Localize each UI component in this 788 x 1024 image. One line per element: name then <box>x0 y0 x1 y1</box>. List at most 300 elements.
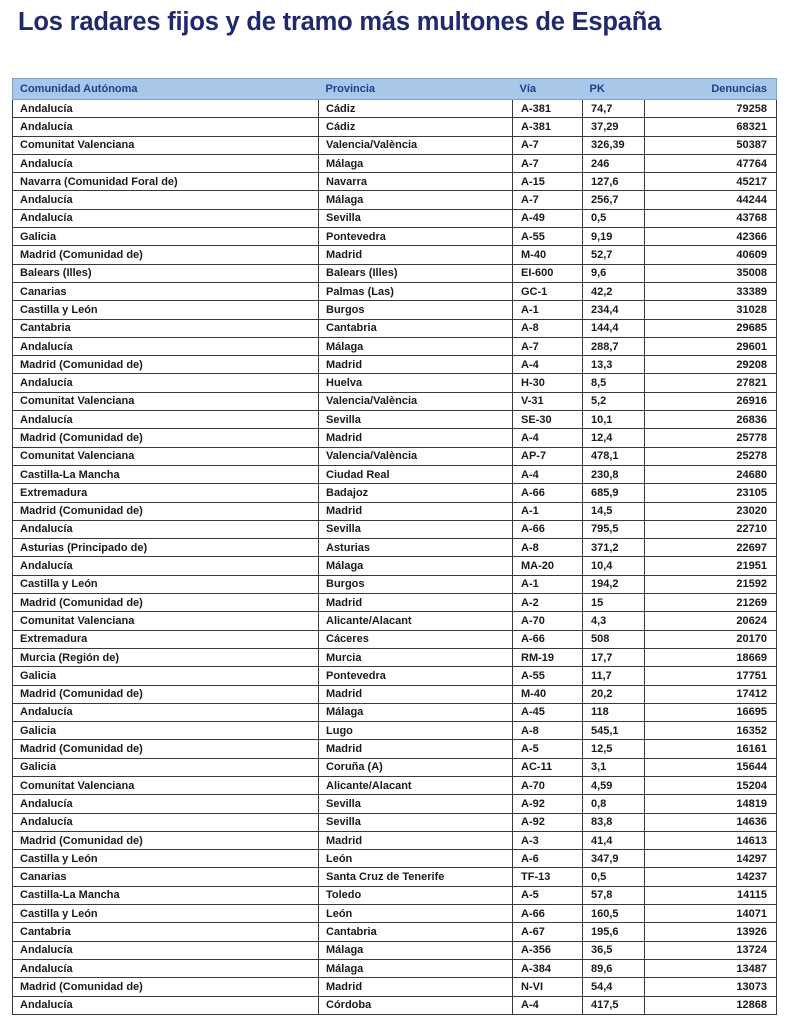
cell-provincia: León <box>319 905 513 923</box>
cell-via: AP-7 <box>513 447 583 465</box>
cell-via: A-6 <box>513 850 583 868</box>
cell-provincia: Sevilla <box>319 813 513 831</box>
cell-pk: 8,5 <box>583 374 645 392</box>
cell-comunidad: Navarra (Comunidad Foral de) <box>13 173 319 191</box>
cell-via: A-4 <box>513 996 583 1014</box>
cell-comunidad: Castilla y León <box>13 905 319 923</box>
cell-via: TF-13 <box>513 868 583 886</box>
cell-comunidad: Andalucía <box>13 557 319 575</box>
table-row <box>13 850 777 868</box>
table-row <box>13 337 777 355</box>
cell-denuncias: 21951 <box>645 557 777 575</box>
cell-comunidad: Canarias <box>13 868 319 886</box>
cell-denuncias: 50387 <box>645 136 777 154</box>
cell-provincia: Madrid <box>319 978 513 996</box>
cell-comunidad: Castilla y León <box>13 575 319 593</box>
table-row <box>13 228 777 246</box>
table-row <box>13 484 777 502</box>
cell-provincia: Madrid <box>319 502 513 520</box>
cell-pk: 256,7 <box>583 191 645 209</box>
cell-pk: 54,4 <box>583 978 645 996</box>
cell-denuncias: 42366 <box>645 228 777 246</box>
table-row <box>13 191 777 209</box>
cell-pk: 195,6 <box>583 923 645 941</box>
page-title: Los radares fijos y de tramo más multones de España <box>18 8 662 36</box>
table-row <box>13 374 777 392</box>
table-row <box>13 209 777 227</box>
cell-pk: 795,5 <box>583 520 645 538</box>
cell-denuncias: 16352 <box>645 722 777 740</box>
cell-via: A-70 <box>513 776 583 794</box>
cell-denuncias: 13487 <box>645 959 777 977</box>
cell-comunidad: Galicia <box>13 722 319 740</box>
cell-via: A-7 <box>513 337 583 355</box>
table-row <box>13 685 777 703</box>
cell-comunidad: Madrid (Comunidad de) <box>13 246 319 264</box>
cell-pk: 10,1 <box>583 411 645 429</box>
cell-via: A-7 <box>513 191 583 209</box>
table-row <box>13 776 777 794</box>
table-row <box>13 356 777 374</box>
cell-comunidad: Andalucía <box>13 154 319 172</box>
cell-comunidad: Andalucía <box>13 941 319 959</box>
cell-provincia: Madrid <box>319 685 513 703</box>
cell-provincia: Sevilla <box>319 209 513 227</box>
cell-provincia: Madrid <box>319 594 513 612</box>
cell-denuncias: 17751 <box>645 667 777 685</box>
table-row <box>13 539 777 557</box>
cell-provincia: Alicante/Alacant <box>319 612 513 630</box>
column-header-via: Vía <box>513 79 583 100</box>
cell-via: EI-600 <box>513 264 583 282</box>
table-row <box>13 557 777 575</box>
cell-denuncias: 14819 <box>645 795 777 813</box>
cell-provincia: Córdoba <box>319 996 513 1014</box>
cell-comunidad: Andalucía <box>13 520 319 538</box>
cell-via: MA-20 <box>513 557 583 575</box>
cell-comunidad: Extremadura <box>13 630 319 648</box>
cell-via: A-356 <box>513 941 583 959</box>
table-header <box>13 79 777 100</box>
cell-pk: 20,2 <box>583 685 645 703</box>
cell-provincia: Cáceres <box>319 630 513 648</box>
cell-denuncias: 20170 <box>645 630 777 648</box>
cell-provincia: Sevilla <box>319 411 513 429</box>
cell-provincia: Madrid <box>319 356 513 374</box>
cell-denuncias: 40609 <box>645 246 777 264</box>
cell-pk: 0,5 <box>583 868 645 886</box>
table-row <box>13 612 777 630</box>
cell-pk: 41,4 <box>583 831 645 849</box>
cell-denuncias: 18669 <box>645 648 777 666</box>
cell-via: A-384 <box>513 959 583 977</box>
cell-via: A-92 <box>513 795 583 813</box>
cell-pk: 4,59 <box>583 776 645 794</box>
cell-via: A-66 <box>513 905 583 923</box>
cell-via: A-5 <box>513 740 583 758</box>
cell-comunidad: Andalucía <box>13 374 319 392</box>
cell-via: A-70 <box>513 612 583 630</box>
table-row <box>13 282 777 300</box>
table-row <box>13 667 777 685</box>
table-row <box>13 411 777 429</box>
cell-denuncias: 13073 <box>645 978 777 996</box>
cell-comunidad: Andalucía <box>13 118 319 136</box>
cell-denuncias: 20624 <box>645 612 777 630</box>
table-row <box>13 502 777 520</box>
cell-pk: 52,7 <box>583 246 645 264</box>
table-row <box>13 392 777 410</box>
cell-provincia: Huelva <box>319 374 513 392</box>
table-row <box>13 100 777 118</box>
cell-via: A-66 <box>513 630 583 648</box>
cell-via: GC-1 <box>513 282 583 300</box>
cell-comunidad: Andalucía <box>13 703 319 721</box>
cell-comunidad: Andalucía <box>13 191 319 209</box>
cell-denuncias: 29208 <box>645 356 777 374</box>
cell-denuncias: 45217 <box>645 173 777 191</box>
cell-pk: 36,5 <box>583 941 645 959</box>
cell-pk: 234,4 <box>583 301 645 319</box>
cell-comunidad: Galicia <box>13 228 319 246</box>
cell-denuncias: 12868 <box>645 996 777 1014</box>
cell-denuncias: 13926 <box>645 923 777 941</box>
cell-pk: 545,1 <box>583 722 645 740</box>
cell-via: A-45 <box>513 703 583 721</box>
cell-denuncias: 25278 <box>645 447 777 465</box>
cell-provincia: Lugo <box>319 722 513 740</box>
cell-provincia: Madrid <box>319 831 513 849</box>
cell-pk: 118 <box>583 703 645 721</box>
cell-denuncias: 22697 <box>645 539 777 557</box>
cell-provincia: Málaga <box>319 959 513 977</box>
cell-comunidad: Castilla y León <box>13 301 319 319</box>
cell-denuncias: 21592 <box>645 575 777 593</box>
table-row <box>13 959 777 977</box>
cell-comunidad: Madrid (Comunidad de) <box>13 594 319 612</box>
cell-pk: 371,2 <box>583 539 645 557</box>
cell-pk: 417,5 <box>583 996 645 1014</box>
cell-pk: 685,9 <box>583 484 645 502</box>
cell-via: A-8 <box>513 722 583 740</box>
column-header-denuncias: Denuncias <box>645 79 777 100</box>
cell-provincia: Alicante/Alacant <box>319 776 513 794</box>
cell-comunidad: Murcia (Región de) <box>13 648 319 666</box>
cell-provincia: Valencia/València <box>319 447 513 465</box>
table-row <box>13 319 777 337</box>
table-row <box>13 447 777 465</box>
cell-via: A-7 <box>513 136 583 154</box>
radar-table-container <box>12 78 776 1015</box>
cell-denuncias: 79258 <box>645 100 777 118</box>
cell-comunidad: Extremadura <box>13 484 319 502</box>
cell-comunidad: Madrid (Comunidad de) <box>13 978 319 996</box>
cell-pk: 37,29 <box>583 118 645 136</box>
cell-via: A-4 <box>513 429 583 447</box>
cell-pk: 326,39 <box>583 136 645 154</box>
cell-denuncias: 26836 <box>645 411 777 429</box>
cell-denuncias: 23105 <box>645 484 777 502</box>
cell-pk: 9,6 <box>583 264 645 282</box>
cell-denuncias: 15644 <box>645 758 777 776</box>
cell-provincia: Toledo <box>319 886 513 904</box>
cell-via: A-2 <box>513 594 583 612</box>
cell-denuncias: 27821 <box>645 374 777 392</box>
cell-provincia: Málaga <box>319 703 513 721</box>
cell-denuncias: 14071 <box>645 905 777 923</box>
cell-pk: 0,5 <box>583 209 645 227</box>
cell-denuncias: 24680 <box>645 465 777 483</box>
cell-via: A-1 <box>513 502 583 520</box>
cell-denuncias: 13724 <box>645 941 777 959</box>
cell-via: A-4 <box>513 465 583 483</box>
table-row <box>13 868 777 886</box>
cell-via: A-7 <box>513 154 583 172</box>
cell-denuncias: 47764 <box>645 154 777 172</box>
cell-via: A-4 <box>513 356 583 374</box>
table-row <box>13 923 777 941</box>
cell-pk: 74,7 <box>583 100 645 118</box>
cell-provincia: Cádiz <box>319 100 513 118</box>
table-row <box>13 831 777 849</box>
table-row <box>13 905 777 923</box>
radar-table <box>12 78 777 1015</box>
cell-pk: 15 <box>583 594 645 612</box>
cell-pk: 5,2 <box>583 392 645 410</box>
cell-denuncias: 44244 <box>645 191 777 209</box>
cell-provincia: Palmas (Las) <box>319 282 513 300</box>
cell-pk: 4,3 <box>583 612 645 630</box>
cell-comunidad: Andalucía <box>13 337 319 355</box>
cell-comunidad: Andalucía <box>13 209 319 227</box>
cell-pk: 17,7 <box>583 648 645 666</box>
cell-comunidad: Cantabria <box>13 319 319 337</box>
cell-pk: 13,3 <box>583 356 645 374</box>
cell-via: H-30 <box>513 374 583 392</box>
cell-comunidad: Castilla-La Mancha <box>13 886 319 904</box>
table-row <box>13 136 777 154</box>
cell-provincia: Burgos <box>319 301 513 319</box>
cell-comunidad: Balears (Illes) <box>13 264 319 282</box>
cell-provincia: Ciudad Real <box>319 465 513 483</box>
cell-comunidad: Andalucía <box>13 813 319 831</box>
cell-comunidad: Comunitat Valenciana <box>13 776 319 794</box>
cell-pk: 230,8 <box>583 465 645 483</box>
cell-via: RM-19 <box>513 648 583 666</box>
table-row <box>13 813 777 831</box>
cell-provincia: Coruña (A) <box>319 758 513 776</box>
cell-via: M-40 <box>513 246 583 264</box>
cell-denuncias: 33389 <box>645 282 777 300</box>
table-row <box>13 575 777 593</box>
cell-pk: 89,6 <box>583 959 645 977</box>
cell-pk: 160,5 <box>583 905 645 923</box>
cell-pk: 12,4 <box>583 429 645 447</box>
cell-provincia: Pontevedra <box>319 228 513 246</box>
cell-via: A-8 <box>513 319 583 337</box>
cell-comunidad: Galicia <box>13 667 319 685</box>
cell-provincia: Sevilla <box>319 520 513 538</box>
cell-provincia: Sevilla <box>319 795 513 813</box>
cell-comunidad: Cantabria <box>13 923 319 941</box>
cell-denuncias: 14115 <box>645 886 777 904</box>
cell-provincia: León <box>319 850 513 868</box>
cell-pk: 478,1 <box>583 447 645 465</box>
cell-comunidad: Comunitat Valenciana <box>13 136 319 154</box>
cell-comunidad: Comunitat Valenciana <box>13 612 319 630</box>
table-row <box>13 886 777 904</box>
cell-denuncias: 17412 <box>645 685 777 703</box>
cell-pk: 288,7 <box>583 337 645 355</box>
cell-via: N-VI <box>513 978 583 996</box>
cell-via: A-55 <box>513 667 583 685</box>
cell-provincia: Madrid <box>319 740 513 758</box>
cell-comunidad: Comunitat Valenciana <box>13 447 319 465</box>
cell-via: A-1 <box>513 301 583 319</box>
cell-comunidad: Asturias (Principado de) <box>13 539 319 557</box>
table-row <box>13 941 777 959</box>
cell-comunidad: Andalucía <box>13 996 319 1014</box>
cell-denuncias: 14613 <box>645 831 777 849</box>
cell-provincia: Badajoz <box>319 484 513 502</box>
cell-pk: 14,5 <box>583 502 645 520</box>
column-header-pk: PK <box>583 79 645 100</box>
cell-denuncias: 26916 <box>645 392 777 410</box>
table-row <box>13 118 777 136</box>
cell-provincia: Cantabria <box>319 923 513 941</box>
cell-via: A-67 <box>513 923 583 941</box>
table-row <box>13 630 777 648</box>
cell-provincia: Murcia <box>319 648 513 666</box>
cell-denuncias: 14297 <box>645 850 777 868</box>
cell-via: A-66 <box>513 520 583 538</box>
table-row <box>13 758 777 776</box>
cell-pk: 347,9 <box>583 850 645 868</box>
table-row <box>13 154 777 172</box>
cell-pk: 127,6 <box>583 173 645 191</box>
cell-provincia: Burgos <box>319 575 513 593</box>
table-row <box>13 429 777 447</box>
cell-provincia: Pontevedra <box>319 667 513 685</box>
cell-comunidad: Madrid (Comunidad de) <box>13 831 319 849</box>
cell-pk: 3,1 <box>583 758 645 776</box>
cell-denuncias: 31028 <box>645 301 777 319</box>
cell-provincia: Balears (Illes) <box>319 264 513 282</box>
table-row <box>13 465 777 483</box>
table-row <box>13 722 777 740</box>
table-row <box>13 648 777 666</box>
cell-pk: 194,2 <box>583 575 645 593</box>
cell-provincia: Asturias <box>319 539 513 557</box>
cell-denuncias: 14636 <box>645 813 777 831</box>
cell-via: A-8 <box>513 539 583 557</box>
cell-comunidad: Castilla y León <box>13 850 319 868</box>
cell-provincia: Málaga <box>319 154 513 172</box>
cell-via: A-92 <box>513 813 583 831</box>
cell-via: A-3 <box>513 831 583 849</box>
cell-pk: 10,4 <box>583 557 645 575</box>
cell-comunidad: Canarias <box>13 282 319 300</box>
table-row <box>13 703 777 721</box>
cell-denuncias: 29601 <box>645 337 777 355</box>
cell-denuncias: 25778 <box>645 429 777 447</box>
cell-provincia: Navarra <box>319 173 513 191</box>
cell-via: A-5 <box>513 886 583 904</box>
cell-provincia: Valencia/València <box>319 392 513 410</box>
table-row <box>13 996 777 1014</box>
cell-pk: 144,4 <box>583 319 645 337</box>
cell-provincia: Cádiz <box>319 118 513 136</box>
cell-comunidad: Andalucía <box>13 100 319 118</box>
cell-via: M-40 <box>513 685 583 703</box>
table-row <box>13 978 777 996</box>
cell-denuncias: 14237 <box>645 868 777 886</box>
cell-denuncias: 22710 <box>645 520 777 538</box>
cell-provincia: Málaga <box>319 337 513 355</box>
table-body <box>13 100 777 1015</box>
cell-denuncias: 21269 <box>645 594 777 612</box>
cell-comunidad: Andalucía <box>13 795 319 813</box>
cell-via: A-1 <box>513 575 583 593</box>
cell-comunidad: Madrid (Comunidad de) <box>13 740 319 758</box>
cell-pk: 57,8 <box>583 886 645 904</box>
cell-pk: 246 <box>583 154 645 172</box>
cell-pk: 11,7 <box>583 667 645 685</box>
cell-pk: 83,8 <box>583 813 645 831</box>
cell-pk: 42,2 <box>583 282 645 300</box>
cell-comunidad: Comunitat Valenciana <box>13 392 319 410</box>
cell-via: A-381 <box>513 118 583 136</box>
table-row <box>13 594 777 612</box>
cell-comunidad: Castilla-La Mancha <box>13 465 319 483</box>
cell-provincia: Málaga <box>319 557 513 575</box>
cell-via: A-55 <box>513 228 583 246</box>
table-row <box>13 173 777 191</box>
cell-provincia: Madrid <box>319 246 513 264</box>
cell-via: A-66 <box>513 484 583 502</box>
cell-provincia: Madrid <box>319 429 513 447</box>
cell-denuncias: 23020 <box>645 502 777 520</box>
cell-comunidad: Madrid (Comunidad de) <box>13 429 319 447</box>
cell-comunidad: Galicia <box>13 758 319 776</box>
cell-pk: 508 <box>583 630 645 648</box>
cell-via: V-31 <box>513 392 583 410</box>
cell-provincia: Málaga <box>319 941 513 959</box>
cell-comunidad: Madrid (Comunidad de) <box>13 502 319 520</box>
cell-via: SE-30 <box>513 411 583 429</box>
cell-provincia: Cantabria <box>319 319 513 337</box>
cell-provincia: Santa Cruz de Tenerife <box>319 868 513 886</box>
cell-denuncias: 43768 <box>645 209 777 227</box>
cell-comunidad: Madrid (Comunidad de) <box>13 356 319 374</box>
table-row <box>13 246 777 264</box>
table-row <box>13 795 777 813</box>
cell-via: A-49 <box>513 209 583 227</box>
cell-denuncias: 16161 <box>645 740 777 758</box>
cell-denuncias: 15204 <box>645 776 777 794</box>
cell-via: A-381 <box>513 100 583 118</box>
cell-pk: 9,19 <box>583 228 645 246</box>
cell-provincia: Valencia/València <box>319 136 513 154</box>
table-header-row <box>13 79 777 100</box>
cell-comunidad: Madrid (Comunidad de) <box>13 685 319 703</box>
cell-comunidad: Andalucía <box>13 411 319 429</box>
column-header-comunidad: Comunidad Autónoma <box>13 79 319 100</box>
cell-pk: 0,8 <box>583 795 645 813</box>
cell-via: A-15 <box>513 173 583 191</box>
column-header-provincia: Provincia <box>319 79 513 100</box>
table-row <box>13 264 777 282</box>
